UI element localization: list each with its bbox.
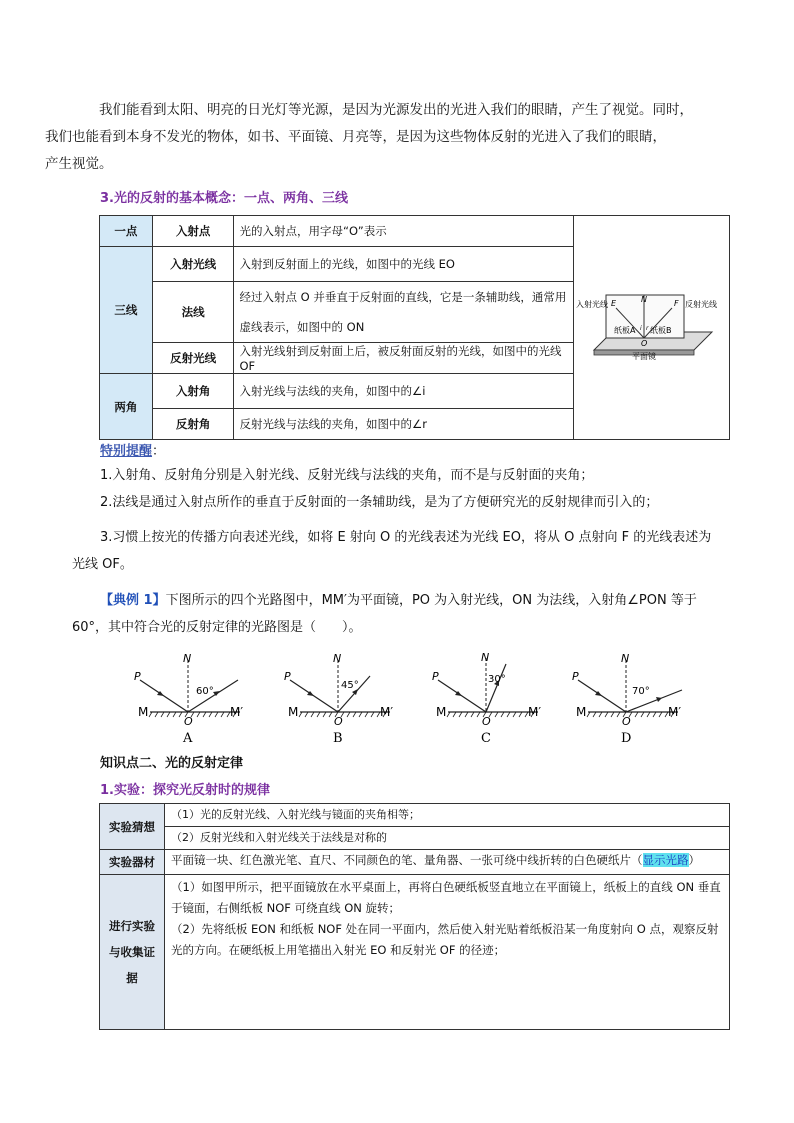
m2-label: M′ [380, 705, 394, 719]
f-label: F [673, 299, 679, 308]
diagram-b [284, 652, 393, 746]
equipment-end: ） [688, 853, 700, 867]
concept-name: 入射光线 [152, 247, 234, 282]
concept-desc: 反射光线与法线的夹角，如图中的∠r [234, 409, 574, 440]
table-row [100, 827, 730, 850]
diagram-c [432, 651, 541, 746]
example-1 [72, 587, 722, 641]
highlight-show-light-path: 显示光路 [642, 853, 689, 867]
figure-cell [573, 216, 729, 440]
example-text: 下图所示的四个光路图中，MM′为平面镜，PO 为入射光线，ON 为法线，入射角∠PON 等于 60°，其中符合光的反射定律的光路图是（ ）。 [72, 593, 697, 635]
intro-line-2: 我们也能看到本身不发光的物体，如书、平面镜、月亮等，是因为这些物体反射的光进入了我们的眼睛， [45, 129, 666, 145]
procedure-steps [165, 875, 730, 1030]
angle-label-a: 60° [196, 686, 214, 697]
reflection-figure [574, 216, 729, 436]
intro-line-1: 我们能看到太阳、明亮的日光灯等光源，是因为光源发出的光进入我们的眼睛，产生了视觉。同时， [99, 102, 693, 118]
example-diagrams [120, 650, 700, 750]
diagram-d [572, 652, 682, 746]
reminder-item-3: 3.习惯上按光的传播方向表述光线，如将 E 射向 O 的光线表述为光线 EO，将从 O 点射向 F 的光线表述为光线 OF。 [72, 530, 712, 572]
m-label: M [436, 705, 447, 719]
e-label: E [610, 299, 617, 308]
reminder-heading [100, 440, 165, 459]
m-label: M [288, 705, 299, 719]
m2-label: M′ [528, 705, 542, 719]
diagram-label-c: C [481, 731, 491, 746]
p-label: P [572, 670, 579, 683]
n-label: N [183, 652, 192, 665]
diagram-label-a: A [183, 731, 193, 746]
concept-desc: 入射光线射到反射面上后，被反射面反射的光线，如图中的光线 OF [234, 343, 574, 374]
table-row [100, 216, 730, 247]
o-label: O [334, 715, 343, 728]
o-label: O [640, 339, 648, 348]
guess-2: （2）反射光线和入射光线关于法线是对称的 [165, 827, 730, 850]
board-a-label: 纸板A [613, 326, 636, 335]
concept-desc: 入射到反射面上的光线，如图中的光线 EO [234, 247, 574, 282]
example-tag: 【典例 1】 [100, 593, 166, 608]
intro-paragraph [45, 97, 722, 178]
reminder-item-2: 2.法线是通过入射点所作的垂直于反射面的一条辅助线，是为了方便研究光的反射规律而引入的； [100, 495, 659, 510]
concept-name: 入射角 [152, 374, 234, 409]
diagram-label-d: D [621, 731, 632, 746]
m2-label: M′ [230, 705, 244, 719]
concepts-table [99, 215, 730, 440]
r-label: r [645, 325, 649, 332]
p-label: P [284, 670, 291, 683]
board-b-label: 纸板B [649, 326, 672, 335]
angle-label-c: 30° [488, 674, 506, 685]
procedure-label-2: 与收集证 [109, 945, 155, 959]
experiment-title: 1.实验：探究光反射时的规律 [100, 783, 270, 798]
concept-name: 入射点 [152, 216, 234, 247]
reminder-list [100, 462, 730, 516]
table-row [100, 850, 730, 875]
guess-label: 实验猜想 [100, 804, 165, 850]
diagram-label-b: B [333, 731, 343, 746]
table-row [100, 804, 730, 827]
kp2-title: 知识点二、光的反射定律 [100, 756, 244, 771]
one-point-header: 一点 [100, 216, 153, 247]
concept-desc: 光的入射点，用字母“O”表示 [234, 216, 574, 247]
mirror-label: 平面镜 [631, 352, 656, 361]
o-label: O [184, 715, 193, 728]
n-label: N [333, 652, 342, 665]
procedure-label-3: 据 [126, 971, 138, 985]
concept-desc: 入射光线与法线的夹角，如图中的∠i [234, 374, 574, 409]
n-label: N [481, 651, 490, 664]
table-row [100, 875, 730, 1030]
angle-label-b: 45° [341, 680, 359, 691]
o-label: O [482, 715, 491, 728]
reminder-item-1: 1.入射角、反射角分别是入射光线、反射光线与法线的夹角，而不是与反射面的夹角； [100, 468, 594, 483]
procedure-step-2: （2）先将纸板 EON 和纸板 NOF 处在同一平面内，然后使入射光贴着纸板沿某一角度射向 O 点，观察反射光的方向。在硬纸板上用笔描出入射光 EO 和反射光 OF 的径迹； [171, 922, 719, 957]
m-label: M [576, 705, 587, 719]
o-label: O [622, 715, 631, 728]
incident-label: 入射光线 [575, 300, 608, 309]
p-label: P [134, 670, 141, 683]
procedure-label [100, 875, 165, 1030]
equipment-text [165, 850, 730, 875]
procedure-label-1: 进行实验 [109, 919, 155, 933]
diagram-a [134, 652, 243, 746]
guess-1: （1）光的反射光线、入射光线与镜面的夹角相等； [165, 804, 730, 827]
i-label: i [639, 325, 642, 332]
three-lines-header: 三线 [100, 247, 153, 374]
p-label: P [432, 670, 439, 683]
reflected-label: 反射光线 [684, 300, 717, 309]
concept-name: 反射角 [152, 409, 234, 440]
n-label: N [621, 652, 630, 665]
two-angles-header: 两角 [100, 374, 153, 440]
concept-name: 反射光线 [152, 343, 234, 374]
angle-label-d: 70° [632, 686, 650, 697]
equipment-list: 平面镜一块、红色激光笔、直尺、不同颜色的笔、量角器、一张可绕中线折转的白色硬纸片（ [171, 853, 643, 867]
procedure-step-1: （1）如图甲所示，把平面镜放在水平桌面上，再将白色硬纸板竖直地立在平面镜上，纸板上的直线 ON 垂直于镜面，右侧纸板 NOF 可绕直线 ON 旋转； [171, 880, 721, 915]
reminder-title: 特别提醒 [100, 444, 153, 459]
concept-name: 法线 [152, 282, 234, 343]
section-3-title: 3.光的反射的基本概念：一点、两角、三线 [100, 191, 348, 206]
m-label: M [138, 705, 149, 719]
concept-desc: 经过入射点 O 并垂直于反射面的直线，它是一条辅助线，通常用虚线表示，如图中的 ON [234, 282, 574, 343]
reminder-colon: ： [152, 444, 166, 459]
equipment-label: 实验器材 [100, 850, 165, 875]
experiment-table [99, 803, 730, 1030]
n-label: N [640, 295, 647, 304]
m2-label: M′ [668, 705, 682, 719]
intro-line-3: 产生视觉。 [45, 156, 113, 172]
